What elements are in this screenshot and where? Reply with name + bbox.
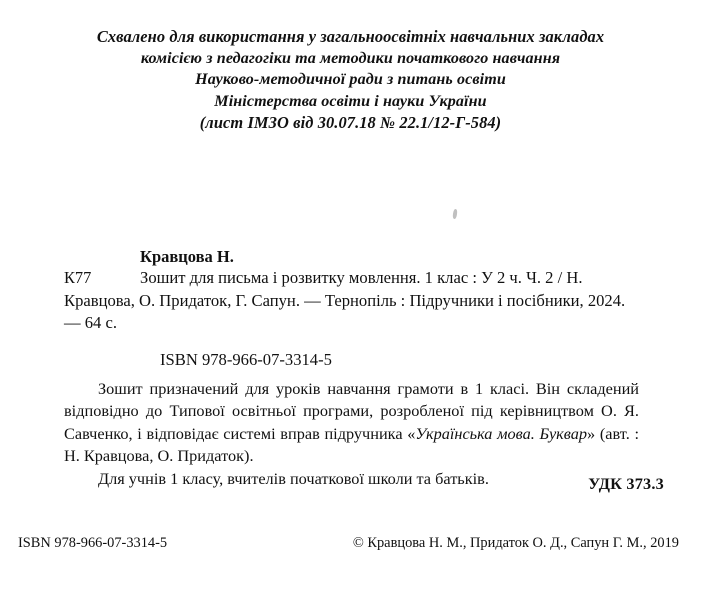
approval-line-2: комісією з педагогіки та методики початкового навчання (140, 49, 561, 67)
annotation-block (64, 378, 639, 490)
approval-line-5: (лист ІМЗО від 30.07.18 № 22.1/12-Г-584) (199, 113, 502, 132)
scan-artifact-speck (452, 209, 457, 219)
approval-line-1: Схвалено для використання у загальноосвітніх навчальних закладах (96, 27, 605, 46)
page-footer (18, 534, 679, 553)
cip-shelf-mark: К77 (64, 268, 92, 287)
udc-classification: УДК 373.3 (588, 474, 664, 493)
annotation-paragraph-1 (64, 378, 639, 468)
cip-author-heading: Кравцова Н. (140, 247, 234, 266)
annotation-paragraph-2: Для учнів 1 класу, вчителів початкової школи та батьків. (98, 468, 489, 488)
cip-isbn: ISBN 978-966-07-3314-5 (160, 350, 332, 369)
approval-line-3: Науково-методичної ради з питань освіти (195, 71, 506, 88)
annotation-book-title: Українська мова. Буквар (415, 423, 588, 443)
approval-statement (48, 26, 653, 134)
cip-body (64, 267, 642, 335)
footer-copyright: © Кравцова Н. М., Придаток О. Д., Сапун Г. М., 2019 (352, 535, 679, 551)
annotation-text-part-1: Зошит призначений для уроків навчання грамоти в 1 класі. Він складений відповідно до Типової освітньої програми, розробленої під керівництвом О. Я. Савченко, і відповідає системі вправ підручника « (64, 379, 639, 443)
footer-isbn: ISBN 978-966-07-3314-5 (18, 535, 168, 551)
annotation-text-part-2: » (авт. : Н. Кравцова, О. Придаток). (64, 423, 639, 466)
cip-record (64, 247, 642, 335)
cip-description: Зошит для письма і розвитку мовлення. 1 клас : У 2 ч. Ч. 2 / Н. Кравцова, О. Придаток, Г. Сапун. — Тернопіль : Підручники і посібники, 2024. — 64 с. (64, 268, 626, 333)
approval-line-4: Міністерства освіти і науки України (214, 92, 487, 110)
